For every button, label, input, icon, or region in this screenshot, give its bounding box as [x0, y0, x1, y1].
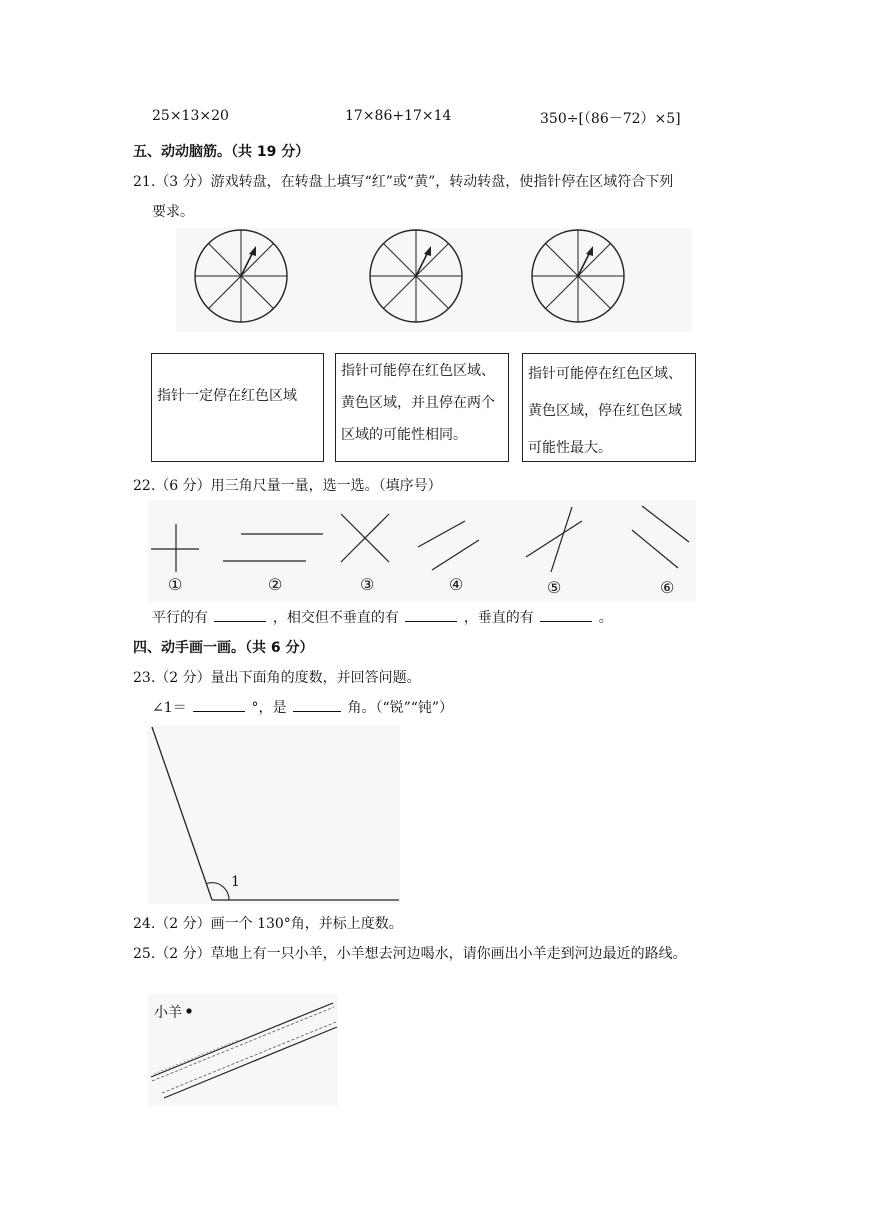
- q23-answer-line: [152, 697, 453, 717]
- line-label-2: ②: [268, 575, 283, 594]
- spinners-figure: [176, 228, 692, 332]
- expression-2: 17×86+17×14: [345, 108, 452, 124]
- requirement-box-1: [151, 353, 324, 462]
- lines-figure: [148, 500, 696, 602]
- requirement-box-2: [335, 353, 509, 462]
- spinner-2: [370, 230, 462, 322]
- river-bank-lower-dashed: [162, 1022, 336, 1093]
- q22-perpendicular-label: ，垂直的有: [463, 610, 534, 626]
- line-label-6: ⑥: [660, 578, 675, 597]
- requirement-box-2-text: 指针可能停在红色区域、黄色区域，并且停在两个区域的可能性相同。: [341, 363, 495, 443]
- expression-1: 25×13×20: [152, 108, 229, 124]
- spinner-1: [195, 230, 287, 322]
- line-label-5: ⑤: [547, 578, 562, 597]
- angle-label: 1: [231, 874, 240, 890]
- requirement-box-1-text: 指针一定停在红色区域: [157, 388, 297, 404]
- sheep-label: 小羊: [154, 1005, 182, 1021]
- q22-answer-line: [152, 607, 613, 627]
- q23-title: 23.（2 分）量出下面角的度数，并回答问题。: [133, 670, 421, 686]
- line-pair-5: [526, 507, 582, 572]
- river-ripple: [154, 1040, 238, 1074]
- line-label-3: ③: [360, 575, 375, 594]
- angle-prefix: ∠1＝: [152, 700, 187, 716]
- q22-intersect-label: ，相交但不垂直的有: [272, 610, 399, 626]
- q24-title: 24.（2 分）画一个 130°角，并标上度数。: [133, 916, 403, 932]
- perpendicular-answer-blank[interactable]: [540, 607, 592, 622]
- section-four-title: 四、动手画一画。（共 6 分）: [133, 640, 314, 656]
- section-five-title: 五、动动脑筋。（共 19 分）: [133, 144, 310, 160]
- line-pair-1: [151, 524, 199, 572]
- angle-degree-unit: °，是: [251, 700, 287, 716]
- line-label-4: ④: [449, 575, 464, 594]
- river-bank-lower: [164, 1027, 337, 1098]
- angle-type-suffix: 角。（“锐”“钝”）: [347, 700, 454, 716]
- angle-degree-blank[interactable]: [193, 697, 245, 712]
- line-pair-4: [418, 521, 479, 570]
- angle-arc: [206, 883, 229, 900]
- expression-3: 350÷[（86－72）×5]: [540, 111, 681, 127]
- line-pair-2: [223, 534, 323, 561]
- angle-type-blank[interactable]: [293, 697, 341, 712]
- parallel-answer-blank[interactable]: [214, 607, 266, 622]
- angle-ray-upper: [152, 727, 212, 900]
- intersect-answer-blank[interactable]: [405, 607, 457, 622]
- sheep-dot: [186, 1008, 191, 1013]
- q21-text-line2: 要求。: [152, 204, 194, 220]
- requirement-box-3: [522, 353, 696, 462]
- q21-text-line1: 21.（3 分）游戏转盘，在转盘上填写“红”或“黄”，转动转盘，使指针停在区域符合下列: [133, 174, 674, 190]
- spinner-3: [532, 230, 624, 322]
- line-pair-3: [341, 514, 389, 562]
- q22-answer-end: 。: [598, 610, 613, 626]
- line-pair-6: [632, 506, 689, 568]
- q22-title: 22.（6 分）用三角尺量一量，选一选。（填序号）: [133, 478, 442, 494]
- line-label-1: ①: [168, 575, 183, 594]
- q25-title: 25.（2 分）草地上有一只小羊，小羊想去河边喝水，请你画出小羊走到河边最近的路线。: [133, 946, 687, 962]
- angle-figure: [148, 725, 400, 904]
- requirement-box-3-text: 指针可能停在红色区域、黄色区域，停在红色区域可能性最大。: [528, 366, 682, 456]
- q22-parallel-label: 平行的有: [152, 610, 208, 626]
